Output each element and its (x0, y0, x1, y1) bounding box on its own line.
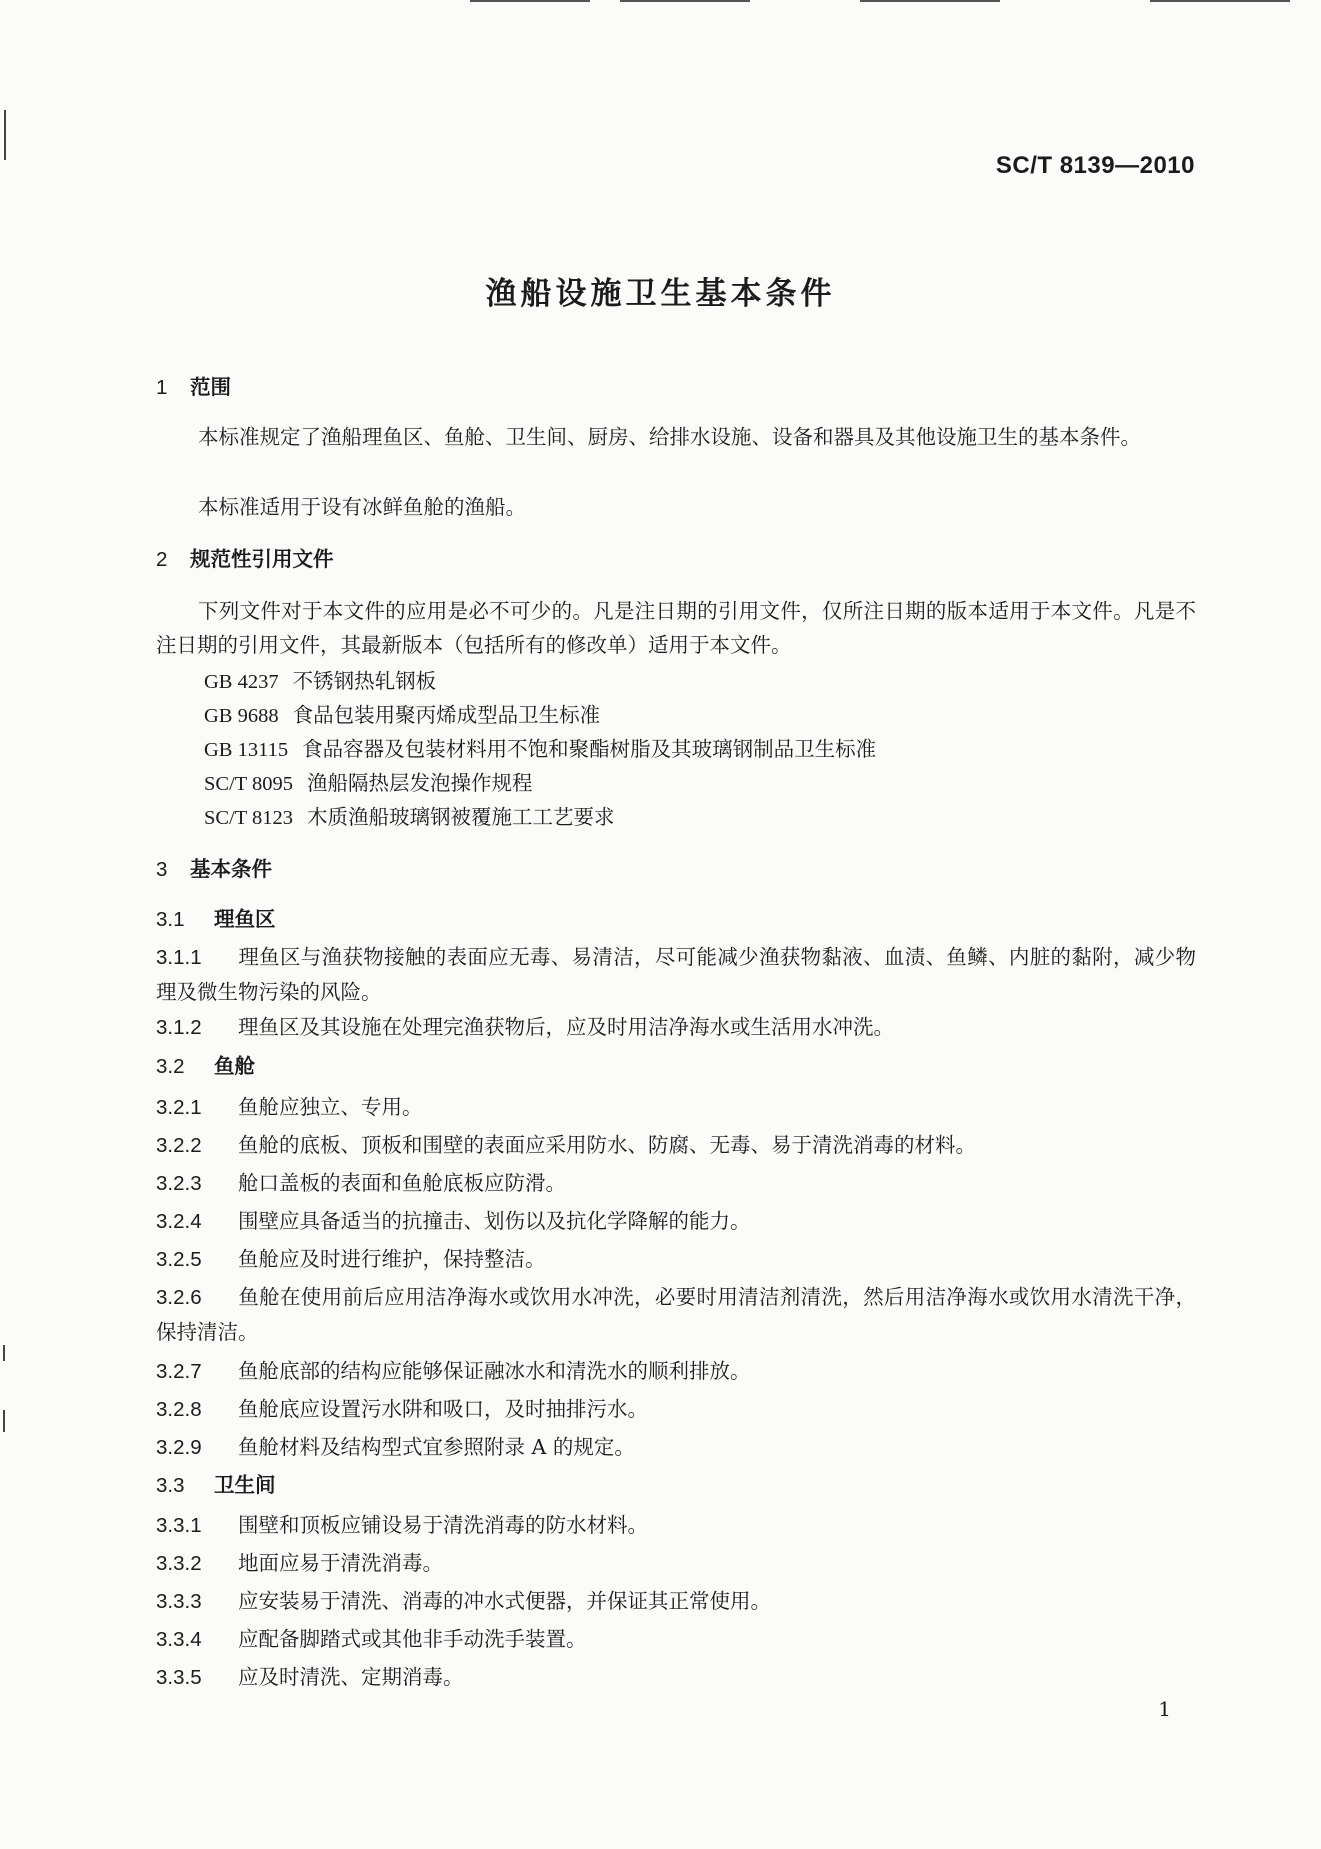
scan-edge-line (860, 0, 1000, 2)
subsection-title: 理鱼区 (214, 907, 276, 931)
clause (156, 1354, 1196, 1389)
clause-text: 鱼舱的底板、顶板和围壁的表面应采用防水、防腐、无毒、易于清洗消毒的材料。 (238, 1133, 976, 1157)
subsection-number: 3.3 (156, 1474, 185, 1497)
clause (156, 1660, 1196, 1695)
section-title: 规范性引用文件 (190, 547, 334, 571)
section-number: 2 (156, 548, 168, 571)
clause-text: 理鱼区与渔获物接触的表面应无毒、易清洁，尽可能减少渔获物黏液、血渍、鱼鳞、内脏的黏附，减少物理及微生物污染的风险。 (156, 945, 1196, 1004)
page-number: 1 (1158, 1697, 1171, 1721)
clause-number: 3.1.1 (156, 946, 202, 969)
section-heading-2 (156, 542, 1196, 577)
clause-number: 3.2.7 (156, 1360, 202, 1383)
reference-item (156, 698, 1244, 733)
clause-number: 3.3.3 (156, 1590, 202, 1613)
scan-edge-line (470, 0, 590, 2)
clause (156, 1010, 1196, 1045)
subsection-title: 卫生间 (214, 1473, 276, 1497)
clause-text: 鱼舱底应设置污水阱和吸口，及时抽排污水。 (238, 1397, 648, 1421)
scan-margin-mark (3, 1410, 5, 1432)
scan-edge-line (620, 0, 750, 2)
clause (156, 1430, 1196, 1465)
clause (156, 940, 1196, 1009)
reference-item (156, 800, 1244, 835)
document-code: SC/T 8139—2010 (995, 152, 1195, 179)
reference-title: 木质渔船玻璃钢被覆施工工艺要求 (307, 805, 615, 829)
reference-code: SC/T 8123 (204, 807, 294, 829)
clause-number: 3.2.6 (156, 1286, 202, 1309)
clause (156, 1242, 1196, 1277)
reference-code: GB 4237 (204, 671, 279, 693)
reference-code: GB 13115 (204, 739, 289, 761)
clause-text: 围壁应具备适当的抗撞击、划伤以及抗化学降解的能力。 (238, 1209, 751, 1233)
subsection-heading (156, 1049, 1196, 1084)
paragraph: 本标准适用于设有冰鲜鱼舱的渔船。 (198, 495, 526, 519)
clause (156, 1546, 1196, 1581)
clause-text: 围壁和顶板应铺设易于清洗消毒的防水材料。 (238, 1513, 648, 1537)
clause (156, 1508, 1196, 1543)
clause-text: 应安装易于清洗、消毒的冲水式便器，并保证其正常使用。 (238, 1589, 771, 1613)
paragraph: 下列文件对于本文件的应用是必不可少的。凡是注日期的引用文件，仅所注日期的版本适用于本文件。凡是不注日期的引用文件，其最新版本（包括所有的修改单）适用于本文件。 (156, 599, 1196, 657)
clause-number: 3.2.9 (156, 1436, 202, 1459)
subsection-heading (156, 902, 1196, 937)
subsection-number: 3.2 (156, 1055, 185, 1078)
clause-text: 理鱼区及其设施在处理完渔获物后，应及时用洁净海水或生活用水冲洗。 (238, 1015, 894, 1039)
clause-text: 鱼舱在使用前后应用洁净海水或饮用水冲洗，必要时用清洁剂清洗，然后用洁净海水或饮用水清洗干净，保持清洁。 (156, 1285, 1196, 1344)
section-number: 1 (156, 376, 168, 399)
clause (156, 1204, 1196, 1239)
paragraph: 本标准规定了渔船理鱼区、鱼舱、卫生间、厨房、给排水设施、设备和器具及其他设施卫生的基本条件。 (198, 425, 1141, 449)
reference-code: GB 9688 (204, 705, 279, 727)
subsection-title: 鱼舱 (214, 1054, 255, 1078)
section-title: 基本条件 (190, 857, 272, 881)
section-number: 3 (156, 858, 168, 881)
clause (156, 1128, 1196, 1163)
clause (156, 1584, 1196, 1619)
subsection-number: 3.1 (156, 908, 185, 931)
clause-number: 3.3.2 (156, 1552, 202, 1575)
clause (156, 1622, 1196, 1657)
reference-item (156, 732, 1244, 767)
clause-number: 3.2.3 (156, 1172, 202, 1195)
reference-title: 渔船隔热层发泡操作规程 (307, 771, 533, 795)
reference-title: 不锈钢热轧钢板 (292, 669, 437, 693)
clause-text: 鱼舱底部的结构应能够保证融冰水和清洗水的顺利排放。 (238, 1359, 751, 1383)
scan-margin-mark (4, 110, 6, 160)
reference-item (156, 664, 1244, 699)
clause-number: 3.2.8 (156, 1398, 202, 1421)
clause (156, 1090, 1196, 1125)
reference-code: SC/T 8095 (204, 773, 294, 795)
reference-item (156, 766, 1244, 801)
clause (156, 1280, 1196, 1349)
scan-edge-line (1150, 0, 1290, 2)
clause-text: 应及时清洗、定期消毒。 (238, 1665, 464, 1689)
section-heading-3 (156, 852, 1196, 887)
clause-text: 鱼舱材料及结构型式宜参照附录 A 的规定。 (238, 1435, 635, 1459)
clause-number: 3.3.1 (156, 1514, 202, 1537)
clause-text: 鱼舱应独立、专用。 (238, 1095, 423, 1119)
clause-number: 3.2.4 (156, 1210, 202, 1233)
clause (156, 1392, 1196, 1427)
clause-number: 3.3.4 (156, 1628, 202, 1651)
clause-text: 舱口盖板的表面和鱼舱底板应防滑。 (238, 1171, 566, 1195)
clause-number: 3.2.2 (156, 1134, 202, 1157)
clause-number: 3.2.1 (156, 1096, 202, 1119)
clause-number: 3.3.5 (156, 1666, 202, 1689)
clause (156, 1166, 1196, 1201)
clause-number: 3.1.2 (156, 1016, 202, 1039)
clause-text: 应配备脚踏式或其他非手动洗手装置。 (238, 1627, 587, 1651)
section-title: 范围 (190, 375, 231, 399)
reference-title: 食品包装用聚丙烯成型品卫生标准 (292, 703, 601, 727)
clause-number: 3.2.5 (156, 1248, 202, 1271)
clause-text: 地面应易于清洗消毒。 (238, 1551, 443, 1575)
subsection-heading (156, 1468, 1196, 1503)
page-title: 渔船设施卫生基本条件 (485, 276, 836, 312)
clause-text: 鱼舱应及时进行维护，保持整洁。 (238, 1247, 546, 1271)
section-heading-1 (156, 370, 1196, 405)
reference-title: 食品容器及包装材料用不饱和聚酯树脂及其玻璃钢制品卫生标准 (302, 737, 877, 761)
scan-margin-mark (3, 1345, 5, 1361)
